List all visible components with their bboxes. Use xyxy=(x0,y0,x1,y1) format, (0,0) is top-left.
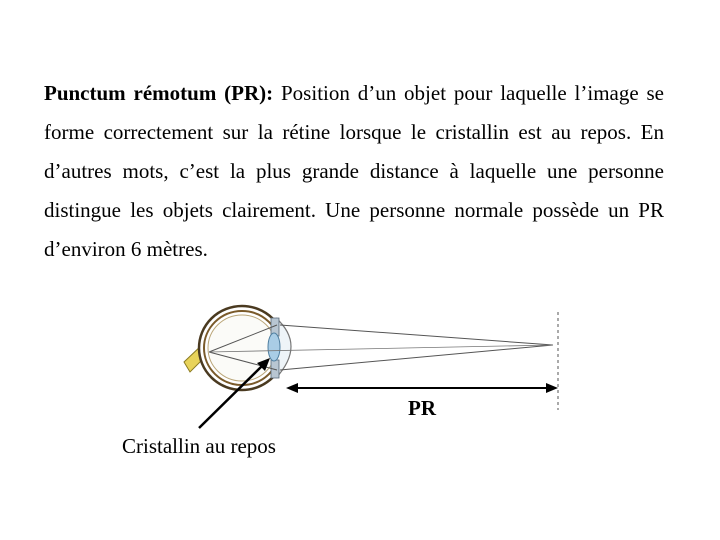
definition-body: Position d’un objet pour laquelle l’image se forme correctement sur la rétine lorsque le cristallin est au repos. En d’autres mots, c’est la plus grande distance à laquelle une personne distingue les objets clairement. Une personne normale possède un PR d’environ 6 mètres. xyxy=(44,81,665,261)
definition-colon: : xyxy=(266,81,274,105)
pr-arrow-right-head xyxy=(546,383,558,393)
pr-distance-label: PR xyxy=(408,396,436,420)
ray-top-outside xyxy=(280,325,553,345)
crystalline-lens xyxy=(268,333,280,361)
lens-label: Cristallin au repos xyxy=(122,434,276,458)
definition-term: Punctum rémotum (PR) xyxy=(44,81,267,105)
pr-arrow-left-head xyxy=(286,383,298,393)
ray-bottom-outside xyxy=(280,345,553,370)
